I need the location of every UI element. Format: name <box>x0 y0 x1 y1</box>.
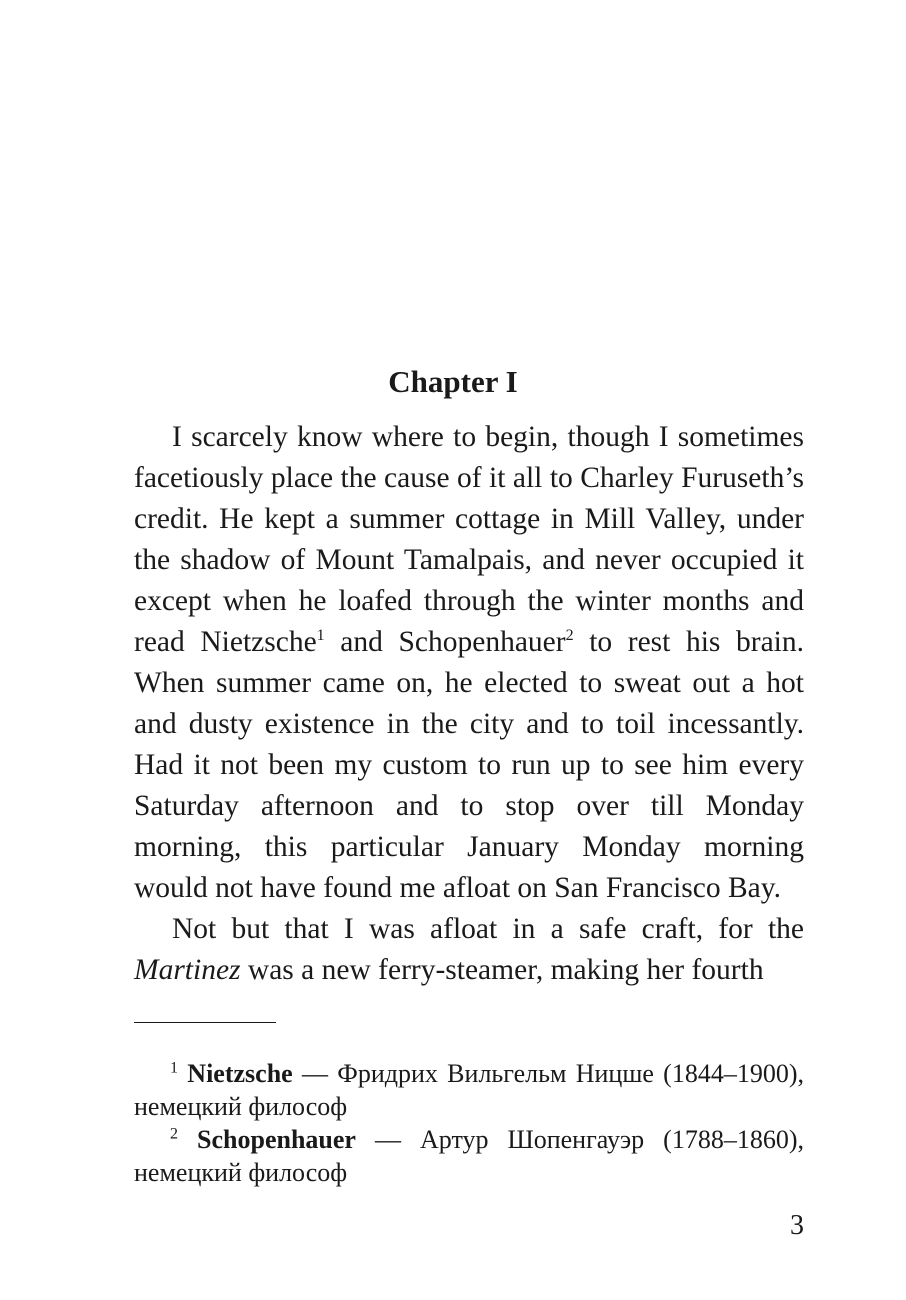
footnote-1 <box>134 1057 804 1123</box>
footnote-1-definition: — Фридрих Вильгельм Ницше (1844–1900), немецкий философ <box>134 1059 804 1121</box>
paragraph-2 <box>134 909 804 991</box>
page-number: 3 <box>790 1210 804 1241</box>
paragraph-2-text-a: Not but that I was afloat in a safe craft, for the <box>172 913 804 945</box>
footnote-2-definition: — Артур Шопенгауэр (1788–1860), немецкий философ <box>134 1125 804 1187</box>
paragraph-1-text-a: I scarcely know where to begin, though I sometimes facetiously place the cause of it all to Charley Furuseth’s credit. He kept a summer cottage in Mill Valley, under the shadow of Mount Tamalpais, and never occupied it except when he loafed through the winter months and read Nietzsche <box>134 421 804 658</box>
footnotes <box>134 1057 804 1189</box>
paragraph-2-text-b: was a new ferry-steamer, making her fourth <box>240 954 764 986</box>
chapter-title: Chapter I <box>388 364 518 399</box>
footnote-ref-2: 2 <box>565 627 574 645</box>
footnote-divider <box>134 1022 276 1023</box>
footnote-2 <box>134 1123 804 1189</box>
footnote-2-number: 2 <box>170 1125 178 1143</box>
footnote-2-term: Schopenhauer <box>197 1125 356 1154</box>
paragraph-1 <box>134 417 804 909</box>
footnote-ref-1: 1 <box>316 627 325 645</box>
footnote-1-number: 1 <box>170 1059 178 1077</box>
body-text <box>134 417 804 991</box>
ship-name: Martinez <box>134 954 241 986</box>
footnote-1-term: Nietzsche <box>187 1059 293 1088</box>
paragraph-1-text-c: to rest his brain. When summer came on, he elected to sweat out a hot and dusty existence in the city and to toil incessantly. Had it not been my custom to run up to see him every Saturday afternoon and to stop over till Monday morning, this particular January Monday morning would not have found me afloat on San Francisco Bay. <box>134 626 804 904</box>
paragraph-1-text-b: and Schopenhauer <box>324 626 566 658</box>
